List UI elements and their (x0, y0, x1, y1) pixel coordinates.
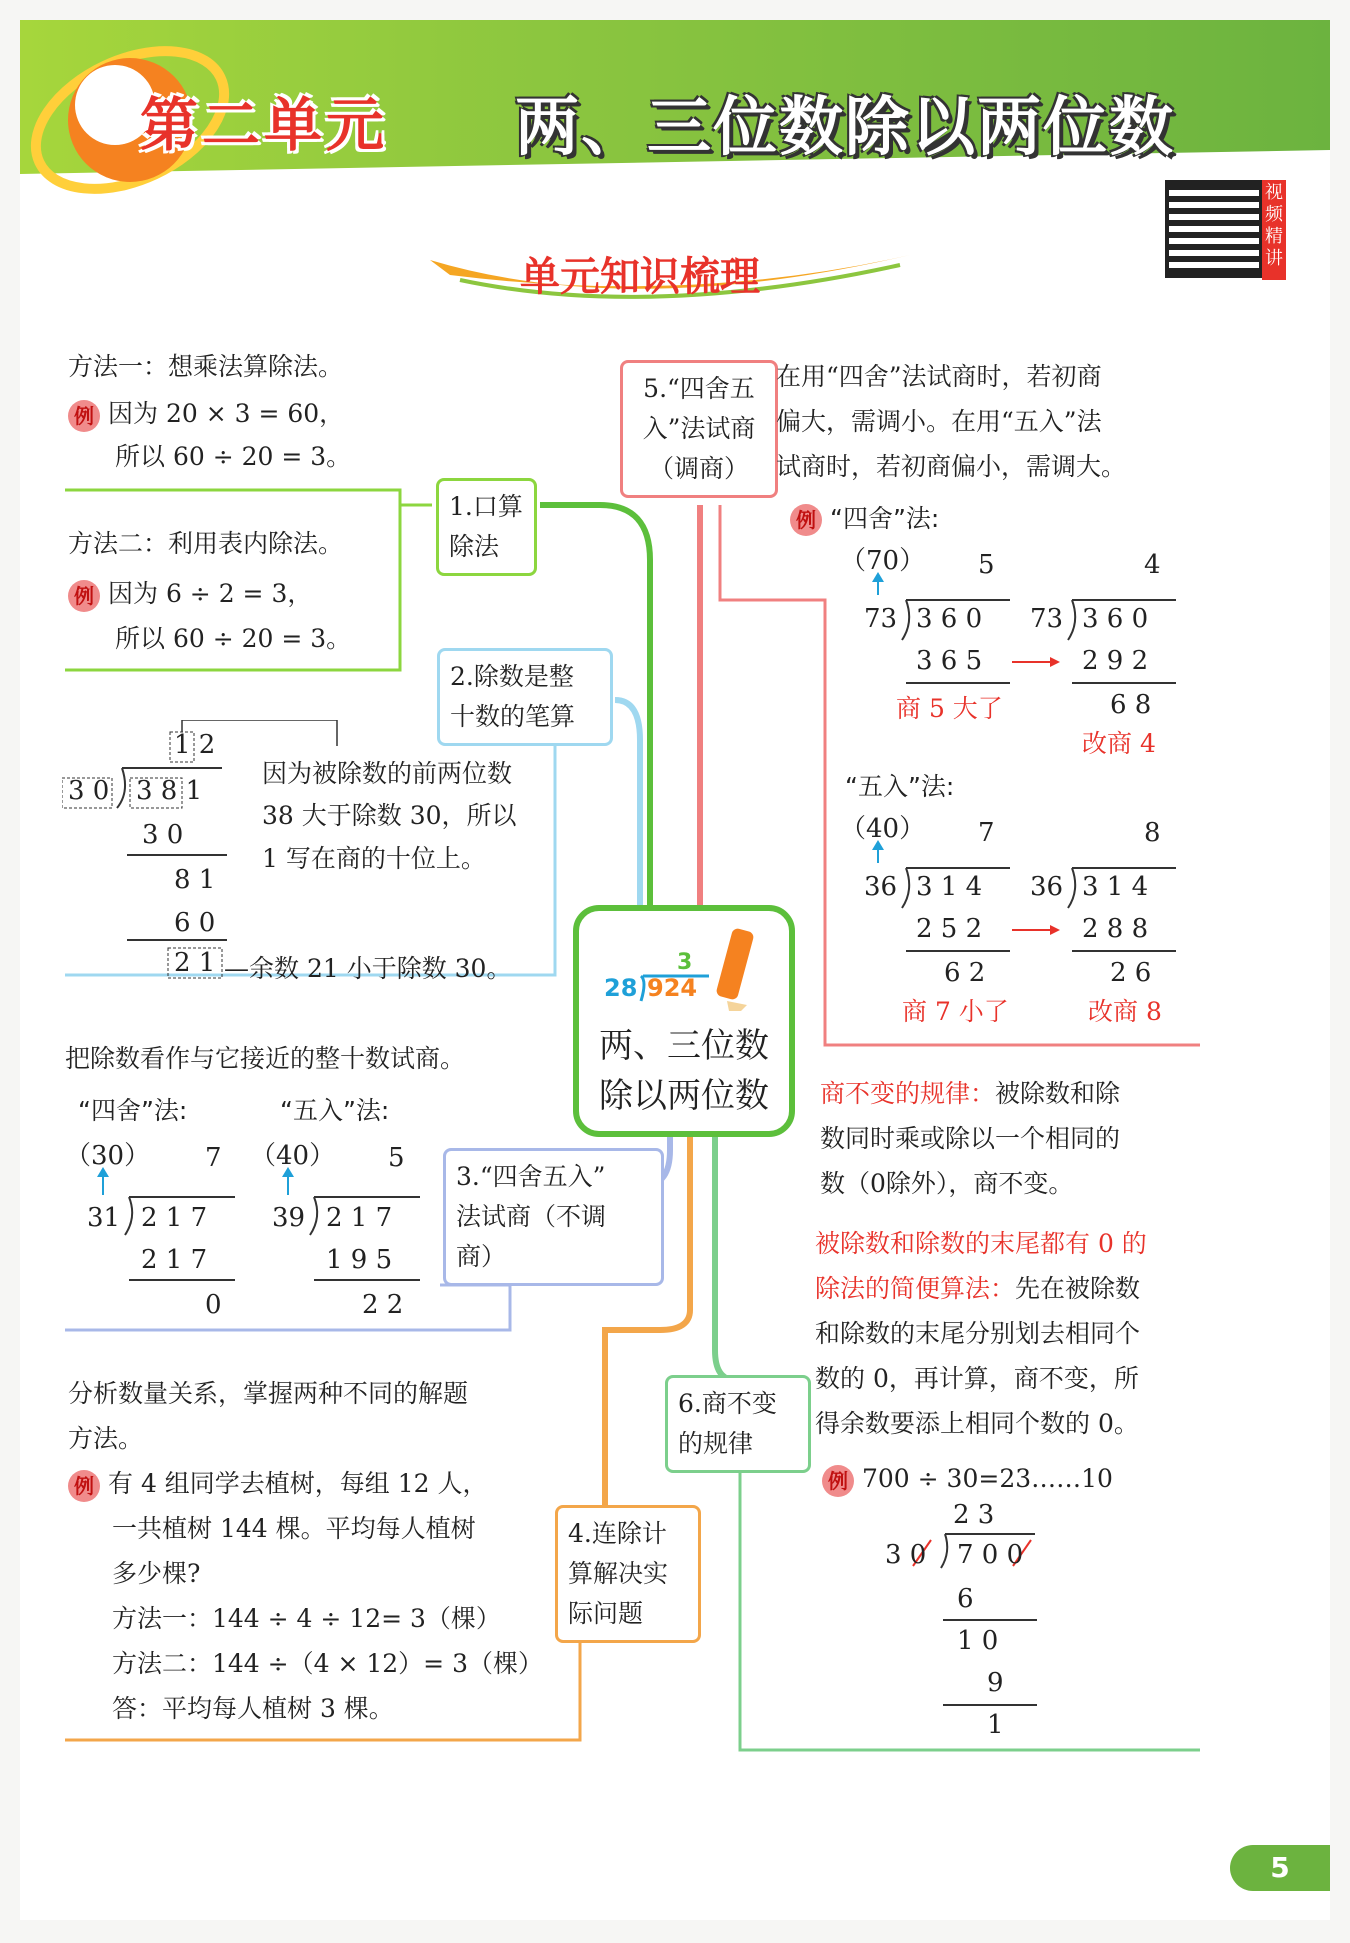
node3-sishe: “四舍”法: (78, 1096, 188, 1125)
node5-label-c: （调商） (648, 454, 749, 483)
node5-w-divisor2: 36 (1030, 872, 1064, 902)
node6-zero-line2 (815, 1270, 1140, 1308)
node6-zero-d: 和除数的末尾分别划去相同个 (815, 1319, 1141, 1348)
node5-w-note1: 商 7 小了 (902, 997, 1009, 1026)
node6-dividend: 7 0 0 (957, 1540, 1024, 1570)
node6-divisor: 3 0 (885, 1540, 927, 1570)
node5-s-estimate: （70） (840, 546, 926, 576)
node6-rule-c: 数（0除外），商不变。 (820, 1169, 1074, 1198)
node4-intro-b: 方法。 (68, 1424, 144, 1453)
node4-method2: 方法二：144 ÷（4 × 12）= 3（棵） (112, 1649, 543, 1678)
icon-quotient: 3 (677, 950, 693, 975)
node1-method1-ex-a: 因为 20 × 3 = 60， (108, 399, 345, 428)
node5-s-product2: 2 9 2 (1082, 646, 1149, 676)
node3-wuru: “五入”法: (280, 1096, 390, 1125)
node6-zero-a: 被除数和除数的末尾都有 0 的 (815, 1229, 1147, 1258)
node3-label-a: 3.“四舍五入” (456, 1162, 606, 1191)
node6-step3: 9 (987, 1668, 1004, 1698)
example-badge-icon: 例 (822, 1465, 854, 1497)
node6-label-b: 的规律 (678, 1429, 754, 1458)
node5-s-divisor1: 73 (864, 604, 898, 634)
node6-remainder: 1 (987, 1710, 1004, 1740)
node6-long-division (875, 1500, 1055, 1740)
node5-w-dividend2: 3 1 4 (1082, 872, 1149, 902)
node5-desc-c: 试商时，若初商偏小，需调大。 (776, 452, 1127, 481)
center-node[interactable] (573, 905, 795, 1137)
node5-s-dividend2: 3 6 0 (1082, 604, 1149, 634)
node2-remainder-note: —余数 21 小于除数 30。 (224, 954, 512, 983)
node3-b-remainder: 2 2 (362, 1290, 404, 1320)
node4-ex-b: 一共植树 144 棵。平均每人植树 (112, 1514, 476, 1543)
node6-zero-b: 除法的简便算法： (815, 1274, 1016, 1303)
example-badge-icon: 例 (68, 1470, 100, 1502)
node5-w-note2: 改商 8 (1088, 997, 1162, 1026)
node5-w-quotient1: 7 (978, 818, 995, 848)
node3-a-quotient: 7 (205, 1143, 222, 1173)
node4-label-b: 算解决实 (568, 1559, 669, 1588)
node5-label-b: 入”法试商 (642, 414, 756, 443)
node5-label-a: 5.“四舍五 (643, 374, 755, 403)
node5-sishe-divisions (840, 540, 1180, 760)
node4-answer: 答：平均每人植树 3 棵。 (112, 1694, 394, 1723)
node5-desc-b: 偏大，需调小。在用“五入”法 (776, 407, 1102, 436)
qr-label: 视频精讲 (1262, 180, 1286, 280)
node5-w-remainder1: 6 2 (944, 958, 986, 988)
icon-divisor: 28 (604, 974, 638, 1002)
node1-method1-example (68, 395, 344, 433)
node6-box[interactable] (665, 1375, 811, 1473)
node2-step2: 8 1 (174, 865, 216, 895)
node3-box[interactable] (443, 1148, 664, 1286)
node2-step1: 3 0 (142, 820, 184, 850)
node5-s-note1: 商 5 大了 (896, 694, 1003, 723)
node5-s-product1: 3 6 5 (916, 646, 983, 676)
node3-b-dividend: 2 1 7 (326, 1203, 393, 1233)
example-badge-icon: 例 (68, 400, 100, 432)
node3-a-product: 2 1 7 (141, 1245, 208, 1275)
node5-wuru-label: “五入”法: (845, 772, 955, 801)
node5-w-remainder2: 2 6 (1110, 958, 1152, 988)
node5-s-dividend1: 3 6 0 (916, 604, 983, 634)
node5-w-divisor1: 36 (864, 872, 898, 902)
node5-s-divisor2: 73 (1030, 604, 1064, 634)
node5-s-note2: 改商 4 (1082, 729, 1156, 758)
node3-a-dividend: 2 1 7 (141, 1203, 208, 1233)
node3-label-b: 法试商（不调 (456, 1202, 607, 1231)
node4-ex-a: 有 4 组同学去植树，每组 12 人， (108, 1469, 488, 1498)
node4-box[interactable] (555, 1505, 701, 1643)
node2-label-b: 十数的笔算 (450, 702, 576, 731)
node1-label-b: 除法 (449, 532, 500, 561)
node6-rule-b: 数同时乘或除以一个相同的 (820, 1124, 1121, 1153)
node5-w-product2: 2 8 8 (1082, 914, 1149, 944)
node3-b-estimate: （40） (250, 1141, 336, 1171)
node5-s-remainder2: 6 8 (1110, 690, 1152, 720)
example-badge-icon: 例 (790, 504, 822, 536)
center-line1: 两、三位数 (599, 1026, 769, 1066)
center-line2: 除以两位数 (599, 1076, 769, 1116)
node2-divisor: 3 0 (68, 776, 110, 806)
node3-a-divisor: 31 (87, 1203, 121, 1233)
node5-w-quotient2: 8 (1144, 818, 1161, 848)
node1-method2-example (68, 575, 312, 613)
node5-s-quotient1: 5 (978, 550, 995, 580)
node1-box[interactable] (436, 478, 537, 576)
node1-method1-ex-b: 所以 60 ÷ 20 = 3。 (115, 442, 352, 471)
node2-label-a: 2.除数是整 (450, 662, 574, 691)
division-pencil-icon (599, 921, 769, 1011)
node5-box[interactable] (620, 360, 778, 498)
node5-w-estimate: （40） (840, 814, 926, 844)
unit-title: 两、三位数除以两位数 (515, 91, 1175, 165)
node6-zero-f: 得余数要添上相同个数的 0。 (815, 1409, 1139, 1438)
node6-zero-c: 先在被除数 (1015, 1274, 1141, 1303)
node6-quotient: 2 3 (953, 1500, 995, 1530)
node4-intro-a: 分析数量关系，掌握两种不同的解题 (68, 1379, 469, 1408)
node4-method1: 方法一：144 ÷ 4 ÷ 12= 3（棵） (112, 1604, 501, 1633)
node5-desc-a: 在用“四舍”法试商时，若初商 (776, 362, 1102, 391)
node1-label-a: 1.口算 (449, 492, 523, 521)
example-badge-icon: 例 (68, 580, 100, 612)
node6-zero-e: 数的 0，再计算，商不变，所 (815, 1364, 1139, 1393)
node6-label-a: 6.商不变 (678, 1389, 777, 1418)
section-title: 单元知识梳理 (520, 254, 760, 300)
node4-example (68, 1465, 488, 1503)
node5-w-product1: 2 5 2 (916, 914, 983, 944)
node3-division-a (65, 1135, 265, 1325)
node3-b-divisor: 39 (272, 1203, 306, 1233)
node2-explain-a: 因为被除数的前两位数 (262, 759, 513, 788)
node6-example (822, 1460, 1113, 1498)
node5-sishe (790, 500, 939, 538)
node2-remainder: 2 1 (174, 948, 216, 978)
node6-rule-a: 被除数和除 (995, 1079, 1121, 1108)
node1-method2-title: 方法二：利用表内除法。 (68, 529, 344, 558)
node3-b-quotient: 5 (388, 1143, 405, 1173)
unit-label: 第二单元 (140, 91, 389, 159)
page-number: 5 (1230, 1845, 1330, 1891)
node2-box[interactable] (437, 648, 613, 746)
node3-a-remainder: 0 (205, 1290, 222, 1320)
node2-step3: 6 0 (174, 908, 216, 938)
node3-intro: 把除数看作与它接近的整十数试商。 (65, 1044, 466, 1073)
node4-label-c: 际问题 (568, 1599, 644, 1628)
node4-label-a: 4.连除计 (568, 1519, 667, 1548)
node6-rule-title: 商不变的规律： (820, 1079, 996, 1108)
node2-explain-b: 38 大于除数 30，所以 (262, 801, 517, 830)
node5-wuru-divisions (840, 808, 1180, 1038)
node3-division-b (250, 1135, 450, 1325)
node2-explain-c: 1 写在商的十位上。 (262, 844, 486, 873)
node3-b-product: 1 9 5 (326, 1245, 393, 1275)
node5-s-quotient2: 4 (1144, 550, 1161, 580)
node6-step1: 6 (957, 1584, 974, 1614)
node6-step2: 1 0 (957, 1626, 999, 1656)
icon-dividend: 924 (647, 974, 698, 1002)
node1-method2-ex-a: 因为 6 ÷ 2 = 3， (108, 579, 313, 608)
node2-dividend: 3 8 1 (136, 776, 203, 806)
node5-w-dividend1: 3 1 4 (916, 872, 983, 902)
node2-quotient: 1 2 (174, 730, 216, 760)
node1-method2-ex-b: 所以 60 ÷ 20 = 3。 (115, 624, 352, 653)
node6-example-text: 700 ÷ 30=23……10 (862, 1464, 1113, 1493)
node3-label-c: 商） (456, 1242, 507, 1271)
node3-a-estimate: （30） (65, 1141, 151, 1171)
node5-sishe-label: “四舍”法: (830, 504, 940, 533)
node6-rule-line1 (820, 1075, 1120, 1113)
node4-ex-c: 多少棵? (112, 1559, 201, 1588)
node1-method1-title: 方法一：想乘法算除法。 (68, 352, 344, 381)
